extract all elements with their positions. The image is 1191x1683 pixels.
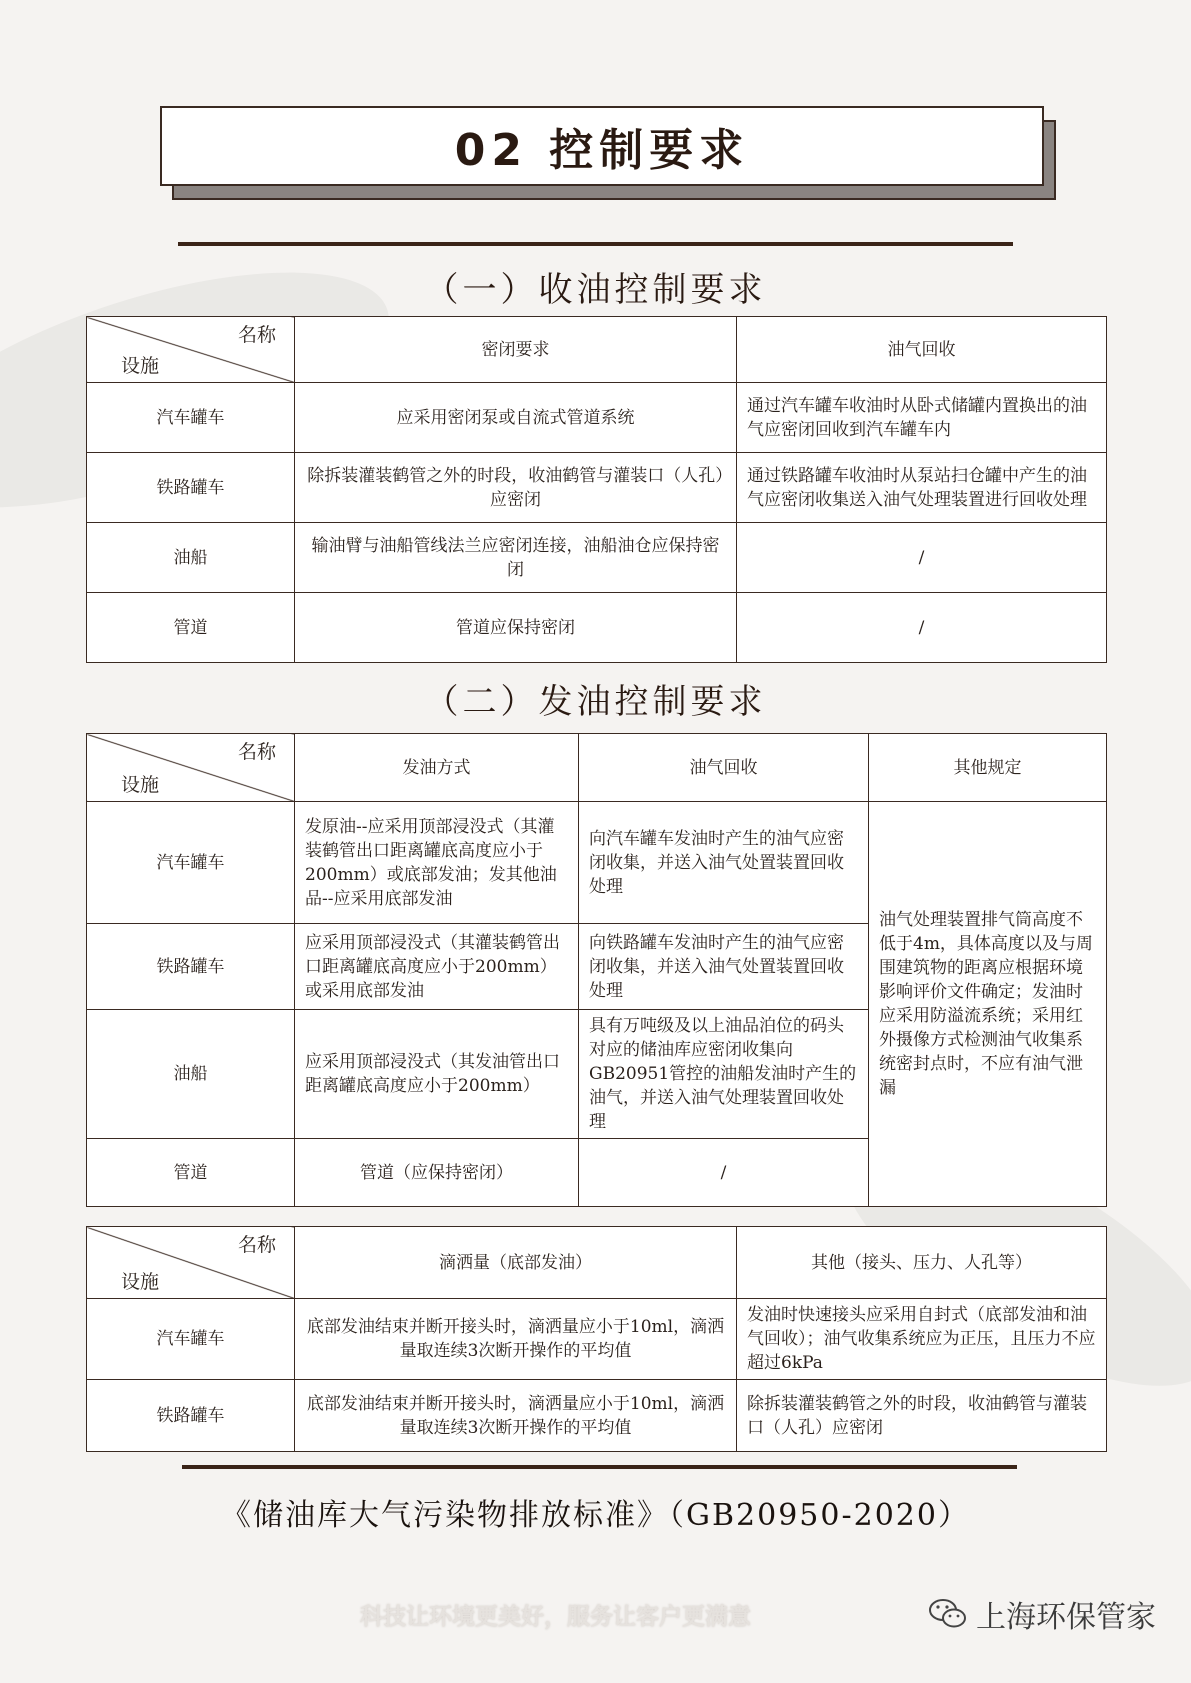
table-row xyxy=(87,1380,1107,1452)
corner-facility-label: 设施 xyxy=(121,1271,160,1293)
drip-control-table xyxy=(86,1226,1107,1452)
facility-cell: 油船 xyxy=(87,1010,295,1139)
corner-facility-label: 设施 xyxy=(121,355,160,377)
table-header-row xyxy=(87,317,1107,383)
column-header: 油气回收 xyxy=(737,317,1107,383)
facility-cell: 管道 xyxy=(87,593,295,663)
method-cell: 应采用顶部浸没式（其灌装鹤管出口距离罐底高度应小于200mm）或采用底部发油 xyxy=(295,924,579,1010)
table-row xyxy=(87,453,1107,523)
table-row xyxy=(87,523,1107,593)
vapor-cell: 通过汽车罐车收油时从卧式储罐内置换出的油气应密闭回收到汽车罐车内 xyxy=(737,383,1107,453)
vapor-cell: / xyxy=(579,1139,869,1207)
vapor-cell: / xyxy=(737,593,1107,663)
other-rules-cell: 油气处理装置排气筒高度不低于4m，具体高度以及与周围建筑物的距离应根据环境影响评价文件确定；发油时应采用防溢流系统；采用红外摄像方式检测油气收集系统密封点时，不应有油气泄漏 xyxy=(869,802,1107,1207)
corner-name-label: 名称 xyxy=(237,741,276,763)
facility-cell: 铁路罐车 xyxy=(87,924,295,1010)
table-header-row xyxy=(87,734,1107,802)
watermark xyxy=(928,1592,1156,1636)
column-header: 油气回收 xyxy=(579,734,869,802)
table-row xyxy=(87,383,1107,453)
table-header-row xyxy=(87,1227,1107,1299)
facility-cell: 油船 xyxy=(87,523,295,593)
other-cell: 发油时快速接头应采用自封式（底部发油和油气回收）；油气收集系统应为正压，且压力不应超过6kPa xyxy=(737,1299,1107,1380)
corner-header-cell xyxy=(87,734,295,802)
sealing-cell: 除拆装灌装鹤管之外的时段，收油鹤管与灌装口（人孔）应密闭 xyxy=(295,453,737,523)
section2-title: （二）发油控制要求 xyxy=(424,682,767,722)
vapor-cell: 向铁路罐车发油时产生的油气应密闭收集，并送入油气处置装置回收处理 xyxy=(579,924,869,1010)
drip-cell: 底部发油结束并断开接头时，滴洒量应小于10ml，滴洒量取连续3次断开操作的平均值 xyxy=(295,1380,737,1452)
facility-cell: 管道 xyxy=(87,1139,295,1207)
watermark-text: 上海环保管家 xyxy=(976,1600,1156,1635)
other-cell: 除拆装灌装鹤管之外的时段，收油鹤管与灌装口（人孔）应密闭 xyxy=(737,1380,1107,1452)
facility-cell: 汽车罐车 xyxy=(87,383,295,453)
facility-cell: 铁路罐车 xyxy=(87,453,295,523)
vapor-cell: / xyxy=(737,523,1107,593)
page-title: 02 控制要求 xyxy=(160,106,1044,186)
vapor-cell: 具有万吨级及以上油品泊位的码头对应的储油库应密闭收集向GB20951管控的油船发油时产生的油气，并送入油气处理装置回收处理 xyxy=(579,1010,869,1139)
receiving-control-table xyxy=(86,316,1107,663)
dispatch-control-table xyxy=(86,733,1107,1207)
vapor-cell: 通过铁路罐车收油时从泵站扫仓罐中产生的油气应密闭收集送入油气处理装置进行回收处理 xyxy=(737,453,1107,523)
wechat-icon xyxy=(928,1597,968,1631)
sealing-cell: 管道应保持密闭 xyxy=(295,593,737,663)
corner-name-label: 名称 xyxy=(237,324,276,346)
facility-cell: 铁路罐车 xyxy=(87,1380,295,1452)
column-header: 密闭要求 xyxy=(295,317,737,383)
column-header: 其他（接头、压力、人孔等） xyxy=(737,1227,1107,1299)
bottom-divider xyxy=(182,1465,1017,1469)
table-row xyxy=(87,1299,1107,1380)
method-cell: 管道（应保持密闭） xyxy=(295,1139,579,1207)
column-header: 滴洒量（底部发油） xyxy=(295,1227,737,1299)
column-header: 发油方式 xyxy=(295,734,579,802)
section1-title: （一）收油控制要求 xyxy=(424,270,767,310)
table-row xyxy=(87,593,1107,663)
corner-facility-label: 设施 xyxy=(121,774,160,796)
facility-cell: 汽车罐车 xyxy=(87,1299,295,1380)
corner-name-label: 名称 xyxy=(237,1234,276,1256)
corner-header-cell xyxy=(87,1227,295,1299)
vapor-cell: 向汽车罐车发油时产生的油气应密闭收集，并送入油气处置装置回收处理 xyxy=(579,802,869,924)
source-citation: 《储油库大气污染物排放标准》（GB20950-2020） xyxy=(221,1498,970,1533)
corner-header-cell xyxy=(87,317,295,383)
method-cell: 应采用顶部浸没式（其发油管出口距离罐底高度应小于200mm） xyxy=(295,1010,579,1139)
column-header: 其他规定 xyxy=(869,734,1107,802)
method-cell: 发原油--应采用顶部浸没式（其灌装鹤管出口距离罐底高度应小于200mm）或底部发油；发其他油品--应采用底部发油 xyxy=(295,802,579,924)
top-divider xyxy=(178,242,1013,246)
slogan-text: 科技让环境更美好，服务让客户更满意 xyxy=(360,1604,751,1630)
sealing-cell: 应采用密闭泵或自流式管道系统 xyxy=(295,383,737,453)
facility-cell: 汽车罐车 xyxy=(87,802,295,924)
drip-cell: 底部发油结束并断开接头时，滴洒量应小于10ml，滴洒量取连续3次断开操作的平均值 xyxy=(295,1299,737,1380)
table-row xyxy=(87,802,1107,924)
sealing-cell: 输油臂与油船管线法兰应密闭连接，油船油仓应保持密闭 xyxy=(295,523,737,593)
